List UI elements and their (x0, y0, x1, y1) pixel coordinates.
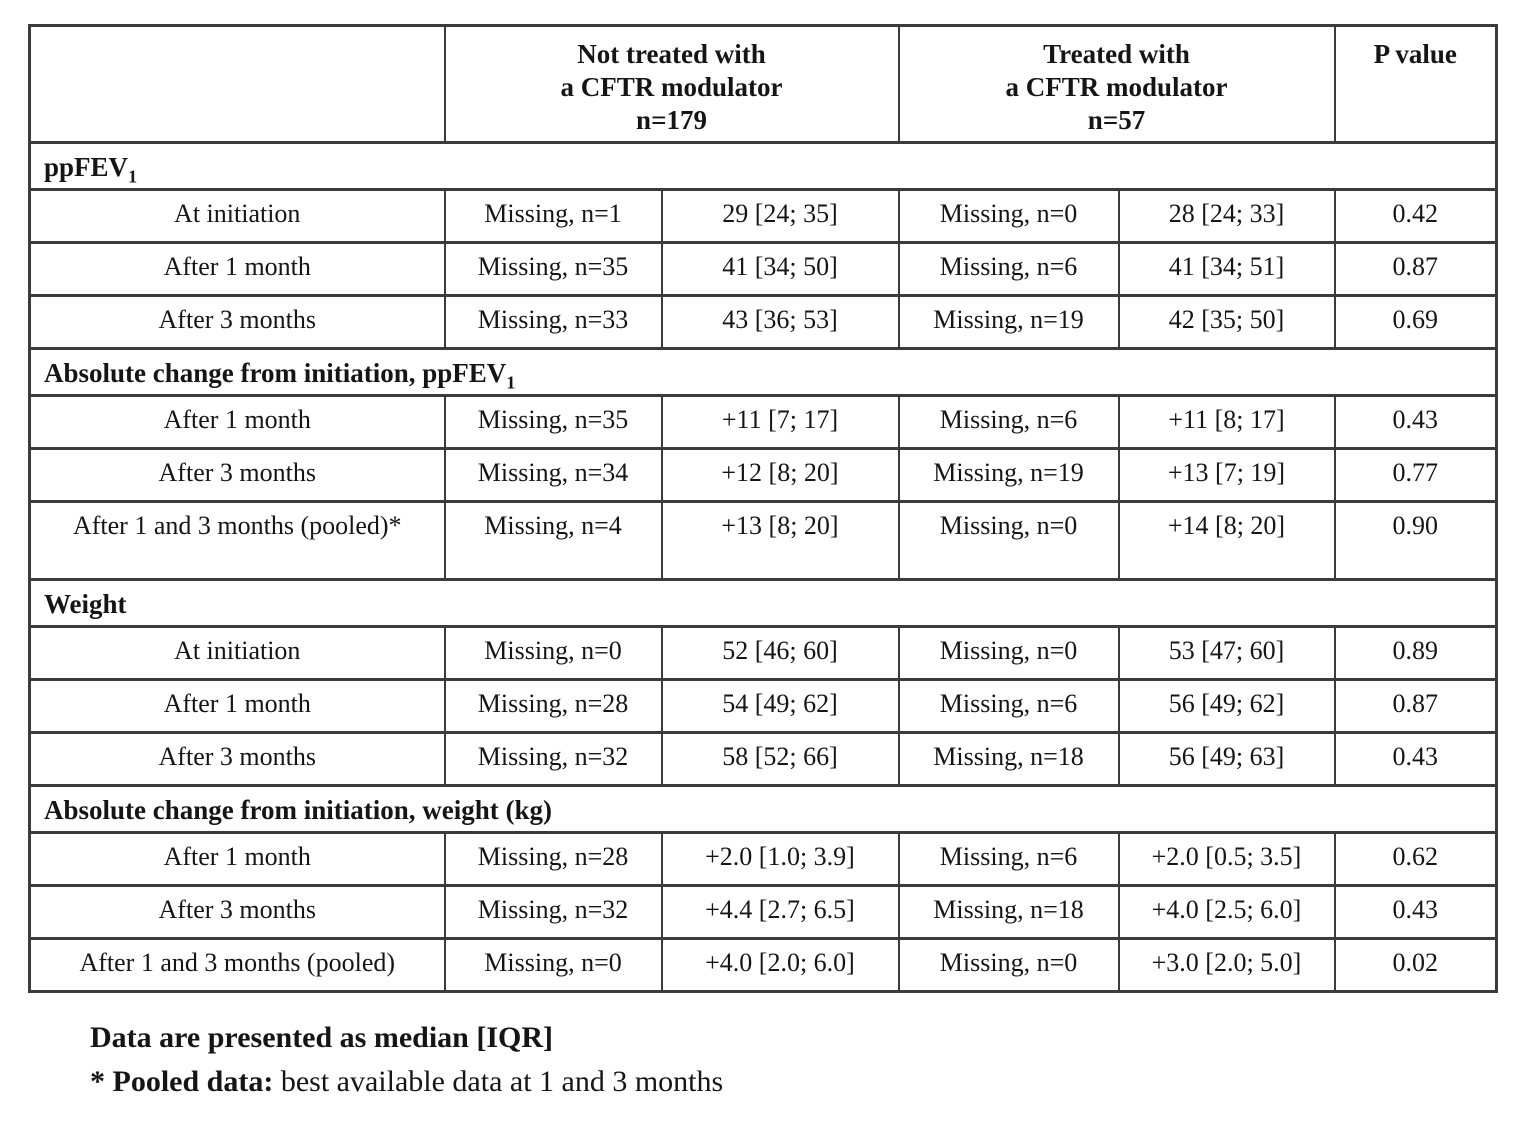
nt-missing-cell: Missing, n=33 (445, 295, 662, 348)
nt-value-cell: 52 [46; 60] (662, 626, 899, 679)
t-value-cell: 41 [34; 51] (1119, 242, 1335, 295)
section-title-subscript: 1 (128, 166, 138, 187)
t-value-cell: +14 [8; 20] (1119, 501, 1335, 579)
section-title-cell (30, 142, 1497, 189)
header-treated-line2: a CFTR modulator (1005, 71, 1228, 102)
t-value-cell: +4.0 [2.5; 6.0] (1119, 885, 1335, 938)
nt-missing-cell: Missing, n=32 (445, 732, 662, 785)
row-label-line2: (pooled)* (300, 510, 402, 540)
table-row (30, 501, 1497, 579)
t-value-cell: 42 [35; 50] (1119, 295, 1335, 348)
nt-value-cell: +4.0 [2.0; 6.0] (662, 938, 899, 991)
header-treated-n: n=57 (1087, 104, 1146, 135)
table-row (30, 626, 1497, 679)
table-row (30, 938, 1497, 991)
p-value-cell: 0.02 (1335, 938, 1497, 991)
table-row (30, 832, 1497, 885)
row-label-cell: After 3 months (30, 732, 445, 785)
row-label-cell: At initiation (30, 626, 445, 679)
t-missing-cell: Missing, n=0 (899, 189, 1119, 242)
t-value-cell: 56 [49; 63] (1119, 732, 1335, 785)
p-value-cell: 0.42 (1335, 189, 1497, 242)
p-value-cell: 0.87 (1335, 679, 1497, 732)
p-value-cell: 0.87 (1335, 242, 1497, 295)
nt-value-cell: 58 [52; 66] (662, 732, 899, 785)
p-value-cell: 0.77 (1335, 448, 1497, 501)
section-title-text: Weight (44, 588, 127, 619)
t-missing-cell: Missing, n=19 (899, 295, 1119, 348)
p-value-cell: 0.43 (1335, 395, 1497, 448)
header-p-value-cell: P value (1335, 26, 1497, 143)
t-missing-cell: Missing, n=6 (899, 679, 1119, 732)
t-value-cell: +3.0 [2.0; 5.0] (1119, 938, 1335, 991)
footnote-pooled-data-label: * Pooled data: (90, 1064, 274, 1098)
nt-value-cell: 41 [34; 50] (662, 242, 899, 295)
t-missing-cell: Missing, n=18 (899, 732, 1119, 785)
p-value-cell: 0.43 (1335, 885, 1497, 938)
footnote-median-iqr: Data are presented as median [IQR] (90, 1021, 554, 1054)
footnote-pooled-data-text: best available data at 1 and 3 months (273, 1064, 724, 1098)
row-label-cell: After 1 month (30, 832, 445, 885)
nt-value-cell: 54 [49; 62] (662, 679, 899, 732)
nt-value-cell: +13 [8; 20] (662, 501, 899, 579)
p-value-cell: 0.43 (1335, 732, 1497, 785)
nt-value-cell: +11 [7; 17] (662, 395, 899, 448)
nt-missing-cell: Missing, n=32 (445, 885, 662, 938)
t-missing-cell: Missing, n=0 (899, 626, 1119, 679)
nt-value-cell: +4.4 [2.7; 6.5] (662, 885, 899, 938)
table-row (30, 679, 1497, 732)
p-value-cell: 0.90 (1335, 501, 1497, 579)
p-value-cell: 0.62 (1335, 832, 1497, 885)
table-row (30, 189, 1497, 242)
row-label-cell: After 1 month (30, 395, 445, 448)
t-missing-cell: Missing, n=18 (899, 885, 1119, 938)
row-label-cell: After 1 and 3 months (pooled) (30, 938, 445, 991)
header-not-treated-n: n=179 (636, 104, 707, 135)
row-label-cell (30, 501, 445, 579)
t-missing-cell: Missing, n=0 (899, 501, 1119, 579)
nt-missing-cell: Missing, n=28 (445, 832, 662, 885)
header-treated-cell (899, 26, 1335, 143)
nt-missing-cell: Missing, n=4 (445, 501, 662, 579)
nt-missing-cell: Missing, n=35 (445, 395, 662, 448)
p-value-cell: 0.69 (1335, 295, 1497, 348)
nt-missing-cell: Missing, n=35 (445, 242, 662, 295)
t-missing-cell: Missing, n=6 (899, 832, 1119, 885)
t-value-cell: 56 [49; 62] (1119, 679, 1335, 732)
table-row (30, 448, 1497, 501)
section-title-cell (30, 348, 1497, 395)
row-label-cell: After 3 months (30, 448, 445, 501)
t-value-cell: 28 [24; 33] (1119, 189, 1335, 242)
row-label-cell: At initiation (30, 189, 445, 242)
row-label-line1: After 1 and 3 months (72, 510, 294, 540)
nt-missing-cell: Missing, n=28 (445, 679, 662, 732)
nt-missing-cell: Missing, n=1 (445, 189, 662, 242)
section-title-text: Absolute change from initiation, weight (kg) (44, 794, 553, 825)
table-row (30, 732, 1497, 785)
row-label-cell: After 3 months (30, 885, 445, 938)
section-title-subscript: 1 (506, 372, 516, 393)
header-blank-cell (30, 26, 445, 143)
clinical-outcomes-table (28, 24, 1498, 993)
t-missing-cell: Missing, n=6 (899, 395, 1119, 448)
nt-value-cell: +2.0 [1.0; 3.9] (662, 832, 899, 885)
t-value-cell: +2.0 [0.5; 3.5] (1119, 832, 1335, 885)
t-missing-cell: Missing, n=6 (899, 242, 1119, 295)
table-footnotes (90, 1016, 723, 1103)
section-header-abs-change-weight (30, 785, 1497, 832)
row-label-cell: After 1 month (30, 242, 445, 295)
table-row (30, 295, 1497, 348)
row-label-cell: After 3 months (30, 295, 445, 348)
section-title-cell (30, 785, 1497, 832)
section-header-weight (30, 579, 1497, 626)
section-title-cell (30, 579, 1497, 626)
header-not-treated-line2: a CFTR modulator (560, 71, 783, 102)
section-title-text: Absolute change from initiation, ppFEV (44, 357, 507, 388)
table-row (30, 885, 1497, 938)
header-treated-line1: Treated with (1043, 39, 1190, 69)
table-header-row (30, 26, 1497, 143)
table-row (30, 242, 1497, 295)
p-value-cell: 0.89 (1335, 626, 1497, 679)
t-missing-cell: Missing, n=0 (899, 938, 1119, 991)
row-label-cell: After 1 month (30, 679, 445, 732)
nt-value-cell: 43 [36; 53] (662, 295, 899, 348)
section-header-ppfev1 (30, 142, 1497, 189)
nt-missing-cell: Missing, n=0 (445, 626, 662, 679)
t-value-cell: +11 [8; 17] (1119, 395, 1335, 448)
table-row (30, 395, 1497, 448)
section-title-text: ppFEV (44, 151, 129, 182)
t-value-cell: 53 [47; 60] (1119, 626, 1335, 679)
nt-missing-cell: Missing, n=34 (445, 448, 662, 501)
t-value-cell: +13 [7; 19] (1119, 448, 1335, 501)
section-header-abs-change-ppfev1 (30, 348, 1497, 395)
header-not-treated-line1: Not treated with (577, 39, 766, 69)
t-missing-cell: Missing, n=19 (899, 448, 1119, 501)
header-not-treated-cell (445, 26, 899, 143)
nt-value-cell: +12 [8; 20] (662, 448, 899, 501)
nt-missing-cell: Missing, n=0 (445, 938, 662, 991)
nt-value-cell: 29 [24; 35] (662, 189, 899, 242)
footnote-pooled-data (90, 1060, 723, 1104)
